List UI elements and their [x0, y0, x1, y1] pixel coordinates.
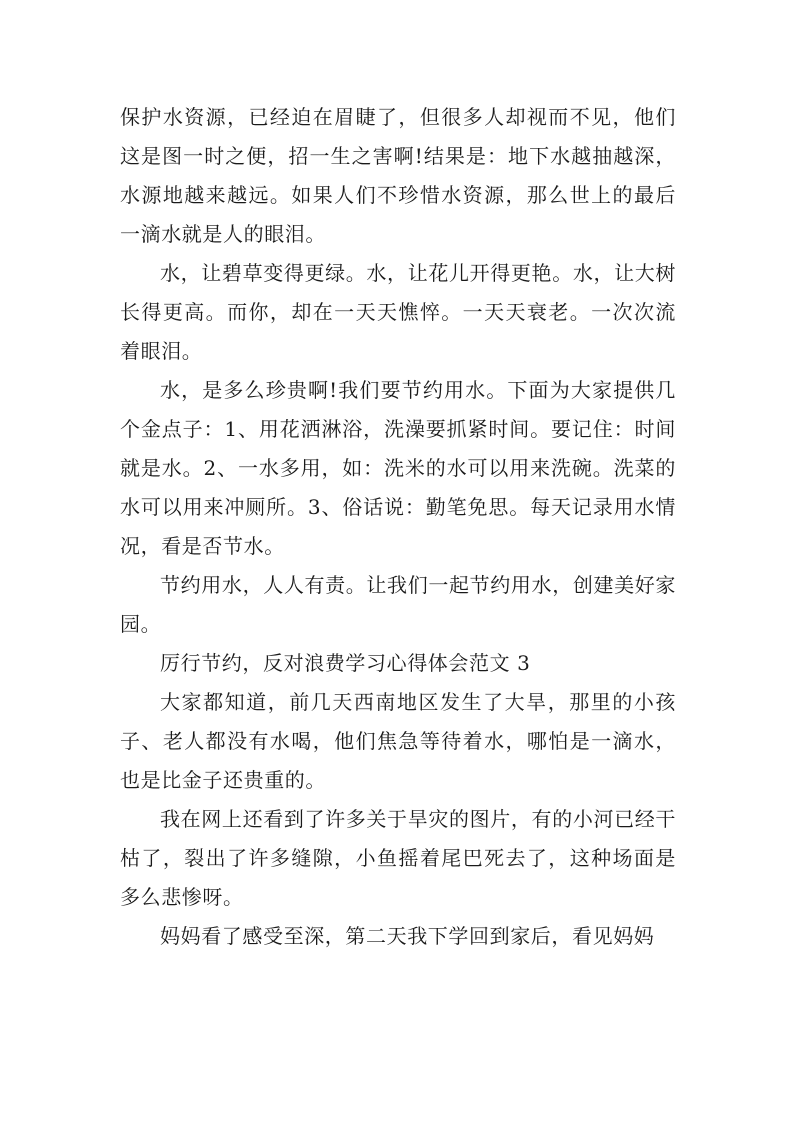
section-heading: 厉行节约，反对浪费学习心得体会范文 3	[160, 651, 531, 675]
paragraph: 节约用水，人人有责。让我们一起节约用水，创建美好家园。	[120, 573, 676, 636]
paragraph: 水，是多么珍贵啊!我们要节约用水。下面为大家提供几个金点子：1、用花洒淋浴，洗澡要抓紧时间。要记住：时间就是水。2、一水多用，如：洗米的水可以用来洗碗。洗菜的水可以用来冲厕所。3、俗话说：勤笔免思。每天记录用水情况，看是否节水。	[120, 378, 676, 558]
paragraph: 大家都知道，前几天西南地区发生了大旱，那里的小孩子、老人都没有水喝，他们焦急等待着水，哪怕是一滴水，也是比金子还贵重的。	[120, 690, 676, 792]
paragraph: 我在网上还看到了许多关于旱灾的图片，有的小河已经干枯了，裂出了许多缝隙，小鱼摇着尾巴死去了，这种场面是多么悲惨呀。	[120, 807, 676, 909]
paragraph: 妈妈看了感受至深，第二天我下学回到家后，看见妈妈	[160, 924, 655, 948]
paragraph: 水，让碧草变得更绿。水，让花儿开得更艳。水，让大树长得更高。而你，却在一天天憔悴。一天天衰老。一次次流着眼泪。	[120, 261, 676, 363]
paragraph: 保护水资源，已经迫在眉睫了，但很多人却视而不见，他们这是图一时之便，招一生之害啊!结果是：地下水越抽越深，水源地越来越远。如果人们不珍惜水资源，那么世上的最后一滴水就是人的眼泪。	[120, 105, 676, 246]
document-body	[120, 98, 676, 956]
